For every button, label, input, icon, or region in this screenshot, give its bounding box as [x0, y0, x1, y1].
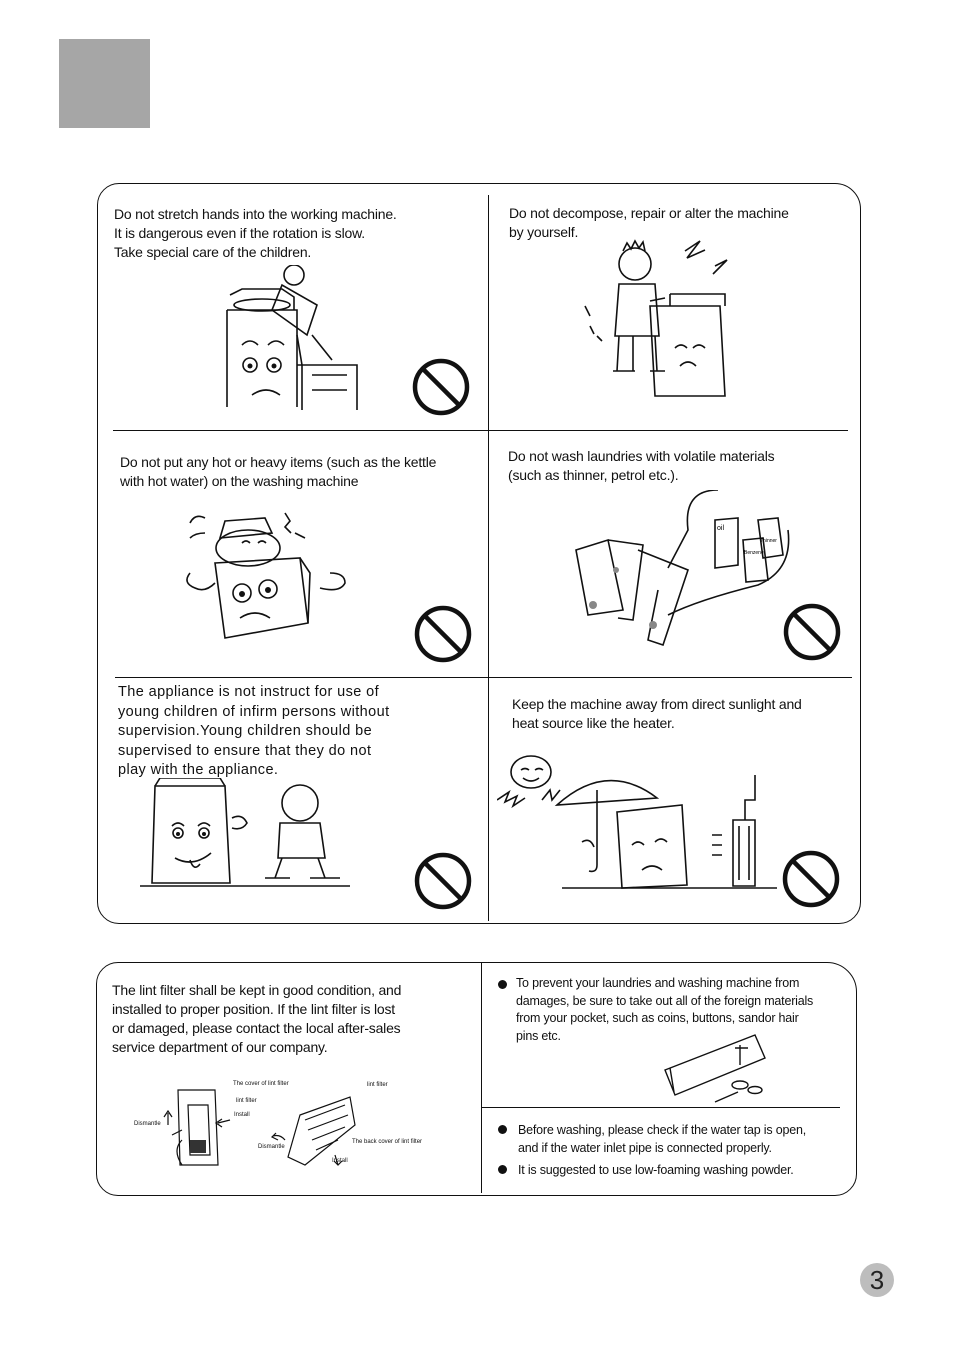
lint-filter-label-2: lint filter: [367, 1082, 388, 1088]
sun-heater-illustration: [497, 750, 782, 892]
tip-powder-text: It is suggested to use low-foaming washing powder.: [518, 1163, 794, 1177]
prohibited-icon: [782, 850, 840, 908]
warning-hot-items-text: Do not put any hot or heavy items (such as the kettle with hot water) on the washing machine: [120, 454, 437, 489]
warning-volatile-text: Do not wash laundries with volatile materials (such as thinner, petrol etc.).: [508, 448, 775, 483]
prohibited-icon: [414, 605, 472, 663]
page-number: 3: [860, 1263, 894, 1297]
install-label: Install: [234, 1112, 250, 1118]
bullet-icon: [498, 1125, 507, 1134]
machine-and-child-illustration: [140, 778, 355, 890]
maintenance-divider-vertical: [481, 963, 482, 1193]
warning-sunlight-text: Keep the machine away from direct sunlight and heat source like the heater.: [512, 696, 802, 731]
grid-divider-row1: [113, 430, 848, 431]
child-reaching-illustration: [222, 265, 362, 410]
man-repairing-illustration: [575, 236, 735, 406]
prohibited-icon: [412, 358, 470, 416]
tip-pockets-text: To prevent your laundries and washing machine from damages, be sure to take out all of the foreign materials from your pocket, such as coins, buttons, sandor hair pins etc.: [516, 976, 814, 1043]
grid-divider-vertical: [488, 195, 489, 921]
lint-filter-label: lint filter: [236, 1098, 257, 1104]
cover-of-lint-filter-label: The cover of lint filter: [233, 1081, 289, 1087]
lint-filter-text: The lint filter shall be kept in good condition, and installed to proper position. If the lint filter is lost or damaged, please contact the local after-sales service department of our company.: [112, 982, 402, 1055]
section-marker: [59, 39, 150, 128]
warning-hands-text: Do not stretch hands into the working machine. It is dangerous even if the rotation is slow. Take special care of the children.: [114, 206, 397, 260]
volatile-materials-illustration: [568, 490, 793, 650]
warning-children-text: The appliance is not instruct for use of young children of infirm persons without supervision.Young children should be supervised to ensure that they do not play with the appliance.: [118, 684, 390, 778]
prohibited-icon: [414, 852, 472, 910]
bullet-icon: [498, 1165, 507, 1174]
thinner-label: Thinner: [760, 538, 777, 544]
tip-water-tap-text: Before washing, please check if the water tap is open, and if the water inlet pipe is connected properly.: [518, 1123, 806, 1155]
maintenance-divider-horizontal: [482, 1107, 840, 1108]
benzene-label: Benzene: [744, 550, 764, 556]
back-cover-label: The back cover of lint filter: [352, 1139, 423, 1145]
bullet-icon: [498, 980, 507, 989]
warning-repair-text: Do not decompose, repair or alter the machine by yourself.: [509, 205, 789, 240]
dismantle-label: Dismantle: [134, 1121, 161, 1127]
pocket-items-illustration: [660, 1030, 770, 1105]
oil-label: oil: [717, 525, 725, 532]
dismantle-label-2: Dismantle: [258, 1144, 285, 1150]
kettle-on-machine-illustration: [180, 503, 355, 643]
lint-filter-diagram: [160, 1085, 360, 1170]
prohibited-icon: [783, 603, 841, 661]
install-label-2: Install: [332, 1158, 348, 1164]
grid-divider-row2: [115, 677, 852, 678]
